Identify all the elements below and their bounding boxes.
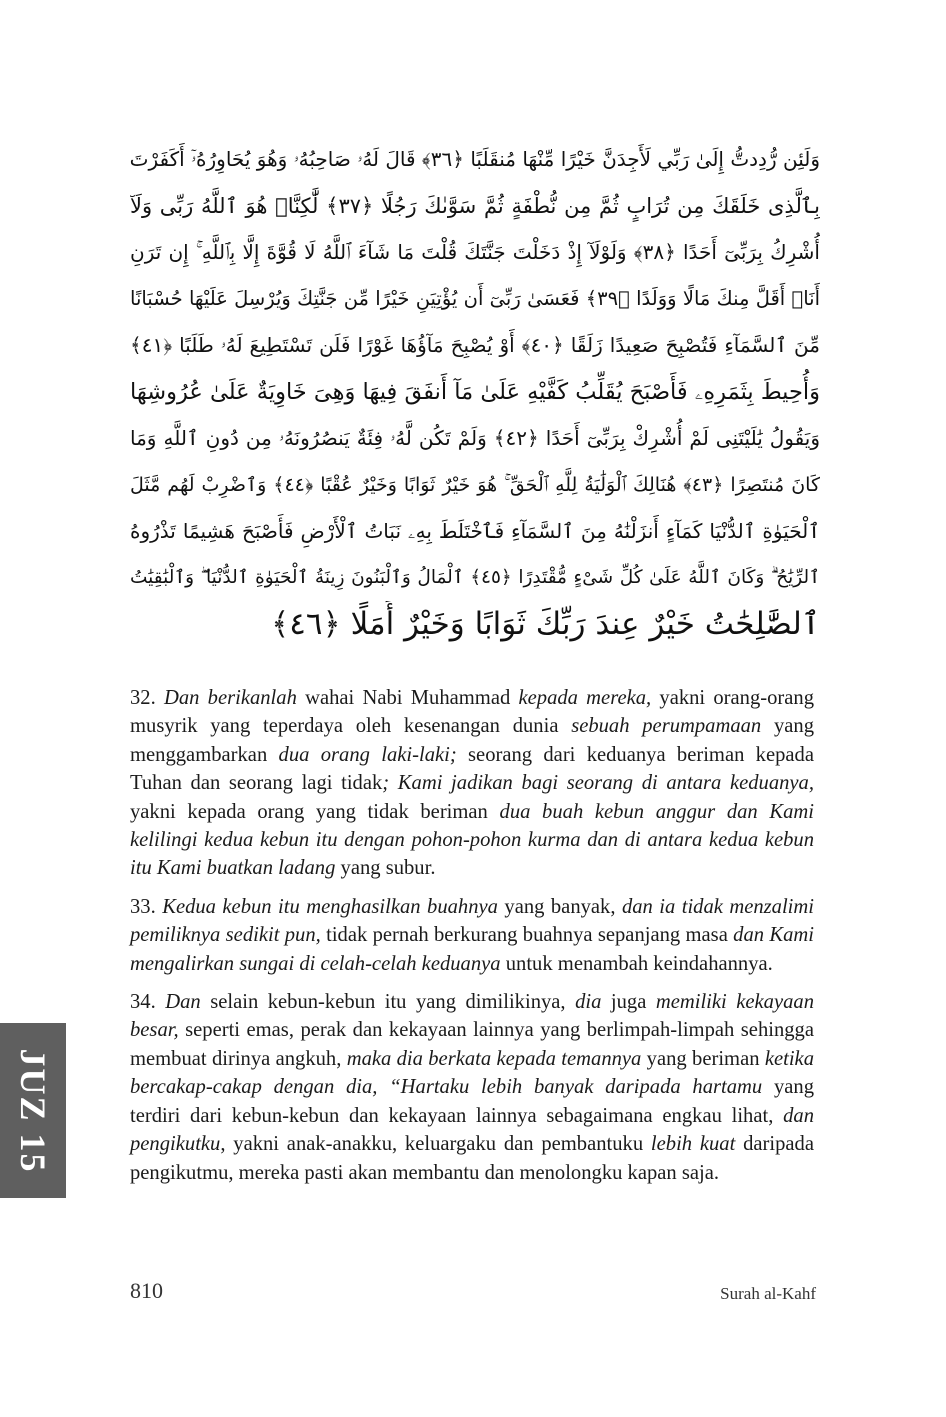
- plain-text: yang subur.: [335, 857, 436, 880]
- verse-number: 32.: [130, 687, 156, 709]
- surah-name: Surah al-Kahf: [720, 1284, 816, 1303]
- arabic-line: وَلَئِن رُّدِدتُّ إِلَىٰ رَبِّي لَأَجِدَنَّ خَيْرًا مِّنْهَا مُنقَلَبًا ﴿٣٦﴾ قَالَ لَهُۥ صَاحِبُهُۥ وَهُوَ يُحَاوِرُهُۥٓ أَكَفَرْتَ: [130, 147, 820, 171]
- italic-text: ketika bercakap-cakap dengan dia, “Hartaku lebih banyak daripada hartamu: [130, 1047, 814, 1099]
- plain-text: , yakni anak-anakku, keluargaku dan pembantuku: [220, 1133, 651, 1156]
- plain-text: selain kebun-kebun itu yang dimilikinya,: [200, 991, 576, 1014]
- verse-number: 33.: [130, 895, 156, 918]
- plain-text: wahai Nabi Muhammad: [296, 687, 519, 709]
- arabic-line: ٱلرِّيَٰحُ ۗ وَكَانَ ٱللَّهُ عَلَىٰ كُلِّ شَىْءٍ مُّقْتَدِرًا ﴿٤٥﴾ ٱلْمَالُ وَٱلْبَنُونَ زِينَةُ ٱلْحَيَوٰةِ ٱلدُّنْيَا ۖ وَٱلْبَٰقِيَٰتُ: [130, 566, 820, 588]
- arabic-line: أُشْرِكُ بِرَبِّىٓ أَحَدًا ﴿٣٨﴾ وَلَوْلَآ إِذْ دَخَلْتَ جَنَّتَكَ قُلْتَ مَا شَآءَ ٱللَّهُ لَا قُوَّةَ إِلَّا بِٱللَّهِ ۚ إِن تَرَنِ: [130, 240, 820, 264]
- italic-text: Dan berikanlah: [163, 687, 297, 709]
- plain-text: seorang dari keduanya beriman kepada Tuhan dan seorang lagi tidak: [130, 743, 814, 795]
- juz-label: JUZ 15: [13, 1047, 53, 1174]
- plain-text: yakni kepada orang yang tidak beriman: [130, 800, 500, 823]
- arabic-line: وَيَقُولُ يَٰلَيْتَنِى لَمْ أُشْرِكْ بِرَبِّىٓ أَحَدًا ﴿٤٢﴾ وَلَمْ تَكُن لَّهُۥ فِئَةٌ يَنصُرُونَهُۥ مِن دُونِ ٱللَّهِ وَمَا: [130, 426, 820, 450]
- plain-text: yang banyak,: [497, 895, 622, 918]
- italic-text: dan Kami mengalirkan sungai di celah-celah keduanya: [130, 924, 814, 975]
- juz-side-tab: [0, 1023, 66, 1198]
- verse-number: 34.: [130, 991, 156, 1014]
- italic-text: dan pengikutku: [130, 1104, 814, 1156]
- italic-text: Dan: [165, 991, 201, 1014]
- arabic-line: مِّنَ ٱلسَّمَآءِ فَتُصْبِحَ صَعِيدًا زَلَقًا ﴿٤٠﴾ أَوْ يُصْبِحَ مَآؤُهَا غَوْرًا فَلَن تَسْتَطِيعَ لَهُۥ طَلَبًا ﴿٤١﴾: [130, 333, 820, 357]
- arabic-line: بِٱلَّذِى خَلَقَكَ مِن تُرَابٍ ثُمَّ مِن نُّطْفَةٍ ثُمَّ سَوَّىٰكَ رَجُلًا ﴿٣٧﴾ لَّٰكِنَّا۠ هُوَ ٱللَّهُ رَبِّى وَلَآ: [130, 193, 820, 218]
- arabic-line: وَأُحِيطَ بِثَمَرِهِۦ فَأَصْبَحَ يُقَلِّبُ كَفَّيْهِ عَلَىٰ مَآ أَنفَقَ فِيهَا وَهِىَ خَاوِيَةٌ عَلَىٰ عُرُوشِهَا: [130, 378, 820, 405]
- arabic-line: ٱلْحَيَوٰةِ ٱلدُّنْيَا كَمَآءٍ أَنزَلْنَٰهُ مِنَ ٱلسَّمَآءِ فَٱخْتَلَطَ بِهِۦ نَبَاتُ ٱلْأَرْضِ فَأَصْبَحَ هَشِيمًا تَذْرُوهُ: [130, 519, 820, 543]
- italic-text: Kedua kebun itu menghasilkan buahnya: [162, 895, 498, 918]
- arabic-verses-block: [130, 136, 820, 648]
- page-number: 810: [130, 1278, 163, 1303]
- italic-text: sebuah perumpamaan: [571, 715, 762, 738]
- translation-block: [130, 684, 814, 1197]
- italic-text: dan ia tidak menzalimi pemiliknya sedikit pun,: [130, 895, 815, 947]
- arabic-line: أَنَا۠ أَقَلَّ مِنكَ مَالًا وَوَلَدًا ﴿٣٩﴾ فَعَسَىٰ رَبِّىٓ أَن يُؤْتِيَنِ خَيْرًا مِّن جَنَّتِكَ وَيُرْسِلَ عَلَيْهَا حُسْبَانًا: [130, 286, 820, 310]
- plain-text: tidak pernah berkurang buahnya sepanjang masa: [320, 924, 734, 947]
- plain-text: yang menggambarkan: [130, 715, 814, 766]
- arabic-line: كَانَ مُنتَصِرًا ﴿٤٣﴾ هُنَالِكَ ٱلْوَلَٰيَةُ لِلَّهِ ٱلْحَقِّ ۚ هُوَ خَيْرٌ ثَوَابًا وَخَيْرٌ عُقْبًا ﴿٤٤﴾ وَٱضْرِبْ لَهُم مَّثَلَ: [130, 473, 820, 496]
- italic-text: kepada mereka,: [518, 687, 652, 709]
- italic-text: dua buah kebun anggur dan Kami kelilingi kedua kebun itu dengan pohon-pohon kurma dan di antara kedua kebun itu Kami buatkan ladang: [130, 800, 815, 880]
- translation-verse-34: [130, 988, 814, 1187]
- italic-text: dia: [575, 991, 602, 1014]
- plain-text: daripada pengikutmu, mereka pasti akan membantu dan menolongku kapan saja.: [130, 1133, 814, 1184]
- italic-text: lebih kuat: [650, 1133, 736, 1156]
- plain-text: yang beriman: [641, 1047, 765, 1070]
- translation-verse-32: [130, 684, 814, 883]
- italic-text: maka dia berkata kepada temannya: [346, 1047, 642, 1070]
- plain-text: juga: [601, 991, 656, 1014]
- plain-text: seperti emas, perak dan kekayaan lainnya yang berlimpah-limpah sehingga membuat dirinya angkuh,: [130, 1019, 814, 1070]
- italic-text: dua orang laki-laki;: [278, 743, 457, 766]
- plain-text: yakni orang-orang musyrik yang teperdaya oleh kesenangan dunia: [130, 687, 815, 738]
- plain-text: yang terdiri dari kebun-kebun dan kekayaan lainnya sebagaimana engkau lihat,: [130, 1076, 814, 1127]
- italic-text: memiliki kekayaan besar,: [130, 991, 814, 1042]
- translation-verse-33: [130, 893, 814, 978]
- italic-text: ; Kami jadikan bagi seorang di antara keduanya,: [382, 772, 814, 795]
- arabic-line: ٱلصَّٰلِحَٰتُ خَيْرٌ عِندَ رَبِّكَ ثَوَابًا وَخَيْرٌ أَمَلًا ﴿٤٦﴾: [271, 606, 820, 642]
- plain-text: untuk menambah keindahannya.: [500, 952, 773, 975]
